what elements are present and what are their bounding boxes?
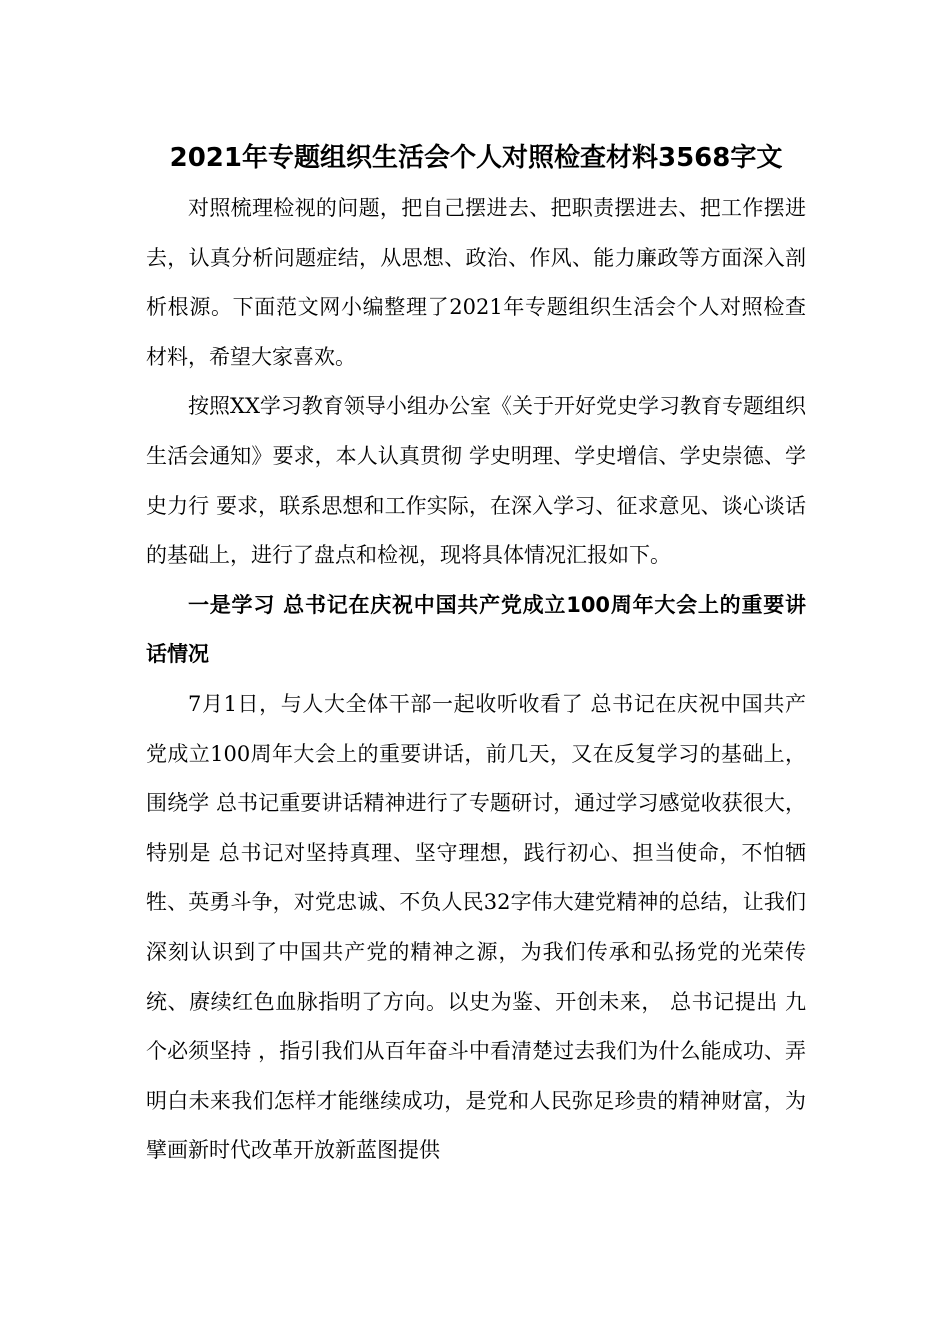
- intro-paragraph: 对照梳理检视的问题，把自己摆进去、把职责摆进去、把工作摆进去，认真分析问题症结，从思想、政治、作风、能力廉政等方面深入剖析根源。下面范文网小编整理了2021年专题组织生活会个人对照检查材料，希望大家喜欢。: [146, 196, 806, 369]
- body-paragraph: 按照XX学习教育领导小组办公室《关于开好党史学习教育专题组织生活会通知》要求，本人认真贯彻 学史明理、学史增信、学史崇德、学史力行 要求，联系思想和工作实际，在深入学习、征求意见、谈心谈话的基础上，进行了盘点和检视，现将具体情况汇报如下。: [146, 394, 806, 568]
- document-page: [146, 132, 806, 1176]
- section-heading: 一是学习 总书记在庆祝中国共产党成立100周年大会上的重要讲话情况: [146, 592, 806, 667]
- document-title: 2021年专题组织生活会个人对照检查材料3568字文: [169, 143, 783, 173]
- section-paragraph: 7月1日，与人大全体干部一起收听收看了 总书记在庆祝中国共产党成立100周年大会上的重要讲话，前几天，又在反复学习的基础上，围绕学 总书记重要讲话精神进行了专题研讨，通过学习感觉收获很大，特别是 总书记对坚持真理、坚守理想，践行初心、担当使命，不怕牺牲、英勇斗争，对党忠诚、不负人民32字伟大建党精神的总结，让我们深刻认识到了中国共产党的精神之源，为我们传承和弘扬党的光荣传统、赓续红色血脉指明了方向。以史为鉴、开创未来， 总书记提出 九个必须坚持 ，指引我们从百年奋斗中看清楚过去我们为什么能成功、弄明白未来我们怎样才能继续成功，是党和人民弥足珍贵的精神财富，为擘画新时代改革开放新蓝图提供: [146, 691, 806, 1163]
